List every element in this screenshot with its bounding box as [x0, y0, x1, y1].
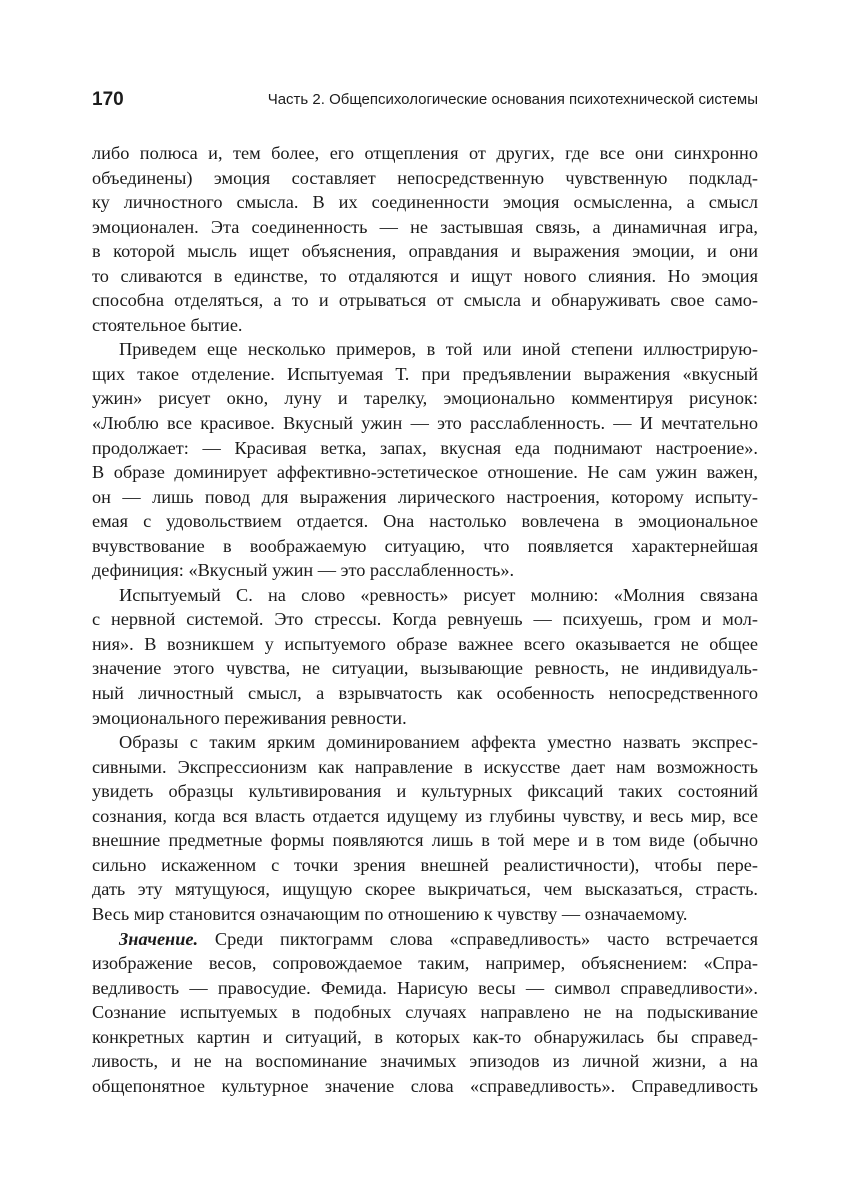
- body-text: [92, 141, 758, 1098]
- paragraph-1-line: объединены) эмоция составляет непосредственную чувственную подклад-: [92, 167, 758, 188]
- paragraph-2-line: щих такое отделение. Испытуемая Т. при предъявлении выражения «вкусный: [92, 363, 758, 384]
- paragraph-1-line: эмоционален. Эта соединенность — не застывшая связь, а динамичная игра,: [92, 216, 758, 237]
- paragraph-5-line: общепонятное культурное значение слова «справедливость». Справедливость: [92, 1075, 758, 1096]
- paragraph-4-line: внешние предметные формы появляются лишь в той мере и в том виде (обычно: [92, 830, 758, 851]
- paragraph-5-line: конкретных картин и ситуаций, в которых как-то обнаружилась бы справед-: [92, 1026, 758, 1047]
- paragraph-2-line: емая с удовольствием отдается. Она настолько вовлечена в эмоциональное: [92, 511, 758, 532]
- paragraph-2-line: продолжает: — Красивая ветка, запах, вкусная еда поднимают настроение».: [92, 437, 758, 458]
- paragraph-2-line: В образе доминирует аффективно-эстетическое отношение. Не сам ужин важен,: [92, 462, 758, 483]
- chapter-title: Часть 2. Общепсихологические основания психотехнической системы: [267, 91, 758, 108]
- paragraph-2-line: Приведем еще несколько примеров, в той или иной степени иллюстрирую-: [119, 339, 758, 360]
- paragraph-3-line: значение этого чувства, не ситуации, вызывающие ревность, не индивидуаль-: [92, 658, 758, 679]
- running-head: [92, 86, 758, 114]
- paragraph-1-line: стоятельное бытие.: [92, 314, 243, 335]
- section-lead-term: Значение.: [119, 928, 199, 949]
- paragraph-1-line: то сливаются в единстве, то отдаляются и ищут нового слияния. Но эмоция: [92, 265, 758, 286]
- paragraph-1-line: ку личностного смысла. В их соединенности эмоция осмысленна, а смысл: [92, 192, 758, 213]
- paragraph-4-line: сознания, когда вся власть отдается идущему из глубины чувству, и весь мир, все: [92, 805, 758, 826]
- paragraph-4-line: сильно искаженном с точки зрения внешней реалистичности), чтобы пере-: [92, 854, 758, 875]
- paragraph-4-line: дать эту мятущуюся, ищущую скорее выкричаться, чем высказаться, страсть.: [92, 879, 758, 900]
- paragraph-5-line: Сознание испытуемых в подобных случаях направлено не на подыскивание: [92, 1002, 758, 1023]
- paragraph-3-line: ный личностный смысл, а взрывчатость как особенность непосредственного: [92, 683, 758, 704]
- paragraph-2-line: дефиниция: «Вкусный ужин — это расслабленность».: [92, 560, 515, 581]
- paragraph-2-line: он — лишь повод для выражения лирического настроения, которому испыту-: [92, 486, 758, 507]
- paragraph-4-line: Образы с таким ярким доминированием аффекта уместно назвать экспрес-: [119, 732, 758, 753]
- paragraph-4-line: Весь мир становится означающим по отношению к чувству — означаемому.: [92, 903, 688, 924]
- paragraph-1-line: способна отделяться, а то и отрываться от смысла и обнаруживать свое само-: [92, 290, 758, 311]
- paragraph-1-line: либо полюса и, тем более, его отщепления от других, где все они синхронно: [92, 143, 758, 163]
- paragraph-4-line: увидеть образцы культивирования и культурных фиксаций таких состояний: [92, 781, 758, 802]
- paragraph-5-line: ведливость — правосудие. Фемида. Нарисую весы — символ справедливости».: [92, 977, 758, 998]
- paragraph-5-line-text: Среди пиктограмм слова «справедливость» часто встречается: [198, 928, 758, 949]
- paragraph-5-line: ливость, и не на воспоминание значимых эпизодов из личной жизни, а на: [92, 1051, 758, 1072]
- paragraph-3-line: Испытуемый С. на слово «ревность» рисует молнию: «Молния связана: [119, 584, 758, 605]
- paragraph-2-line: «Люблю все красивое. Вкусный ужин — это расслабленность. — И мечтательно: [92, 413, 758, 434]
- paragraph-3-line: эмоционального переживания ревности.: [92, 707, 407, 728]
- paragraph-3-line: с нервной системой. Это стрессы. Когда ревнуешь — психуешь, гром и мол-: [92, 609, 758, 630]
- paragraph-4-line: сивными. Экспрессионизм как направление в искусстве дает нам возможность: [92, 756, 758, 777]
- paragraph-3-line: ния». В возникшем у испытуемого образе важнее всего оказывается не общее: [92, 633, 758, 654]
- paragraph-1-line: в которой мысль ищет объяснения, оправдания и выражения эмоции, и они: [92, 241, 758, 262]
- paragraph-5-line: [92, 927, 758, 952]
- paragraph-5-line: изображение весов, сопровождаемое таким, например, объяснением: «Спра-: [92, 953, 758, 974]
- paragraph-2-line: вчувствование в воображаемую ситуацию, что появляется характернейшая: [92, 535, 758, 556]
- page-number: 170: [92, 89, 124, 110]
- paragraph-2-line: ужин» рисует окно, луну и тарелку, эмоционально комментируя рисунок:: [92, 388, 758, 409]
